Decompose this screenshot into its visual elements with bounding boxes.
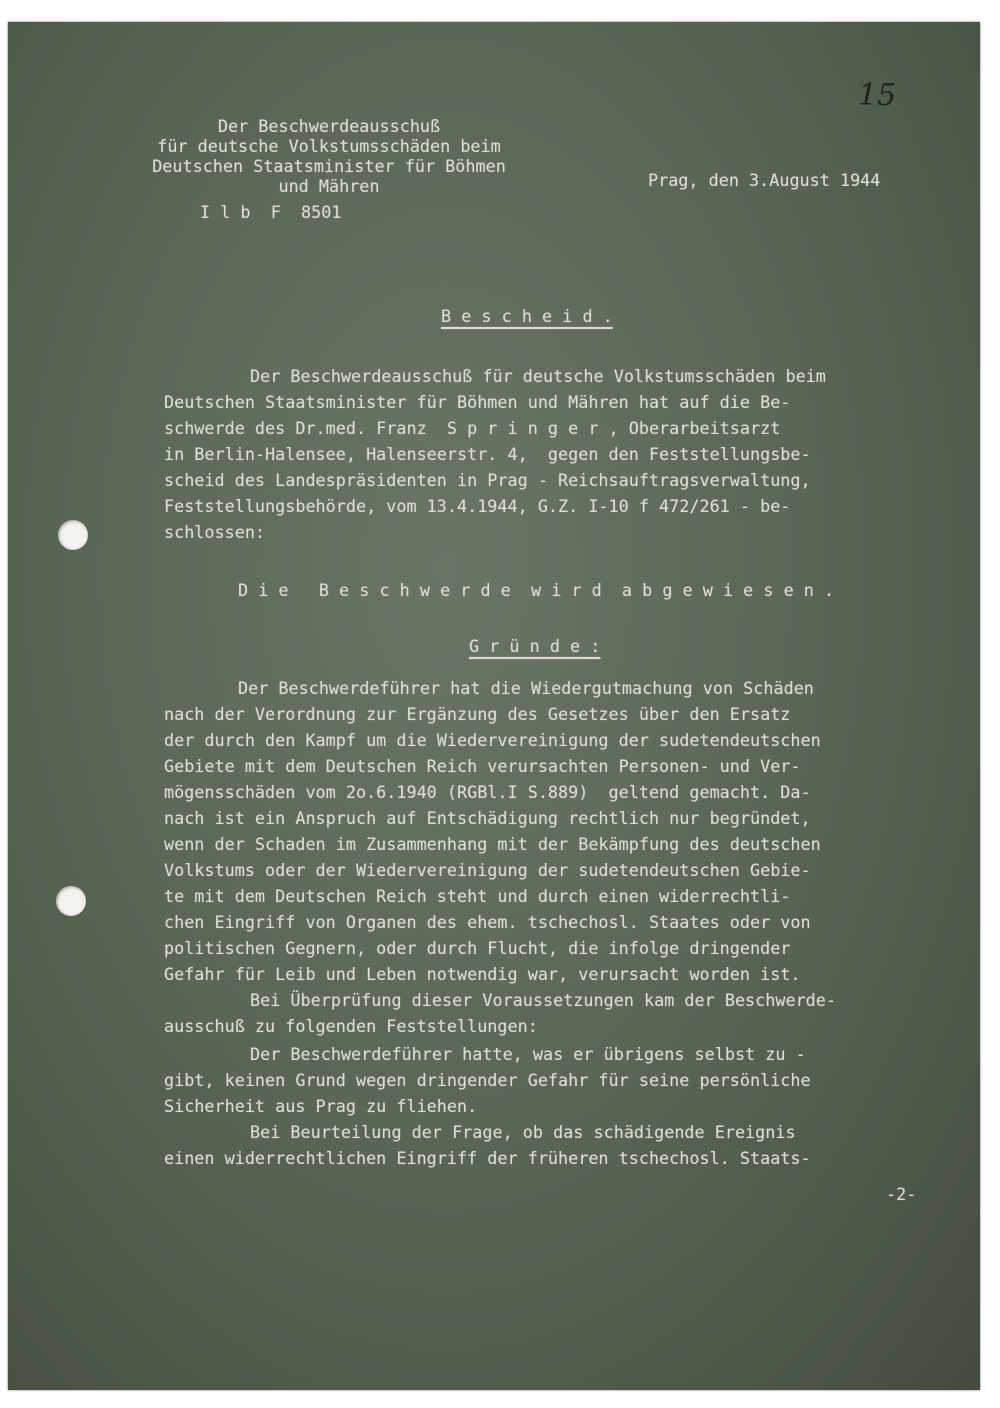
- punch-hole-upper: [58, 520, 88, 550]
- punch-hole-lower: [56, 886, 86, 916]
- sender-line-3: Deutschen Staatsminister für Böhmen: [152, 156, 506, 176]
- sender-line-1: Der Beschwerdeausschuß: [217, 116, 441, 136]
- intro-line-3: schwerde des Dr.med. Franz S p r i n g e r , Oberarbeitsarzt: [164, 418, 781, 438]
- reasons-line-8: Volkstums oder der Wiedervereinigung der sudetendeutschen Gebie-: [164, 860, 811, 880]
- reasons-line-18: Bei Beurteilung der Frage, ob das schädigende Ereignis: [250, 1122, 796, 1142]
- reasons-line-4: Gebiete mit dem Deutschen Reich verursachten Personen- und Ver-: [164, 756, 801, 776]
- place-date: Prag, den 3.August 1944: [648, 170, 881, 190]
- reasons-line-12: Gefahr für Leib und Leben notwendig war, verursacht worden ist.: [164, 964, 801, 984]
- reasons-line-19: einen widerrechtlichen Eingriff der früheren tschechosl. Staats-: [164, 1148, 811, 1168]
- reasons-line-6: nach ist ein Anspruch auf Entschädigung rechtlich nur begründet,: [164, 808, 811, 828]
- reasons-line-5: mögensschäden vom 2o.6.1940 (RGBl.I S.889) geltend gemacht. Da-: [164, 782, 811, 802]
- sender-line-4: und Mähren: [278, 176, 380, 196]
- continuation-marker: -2-: [886, 1184, 917, 1204]
- sender-line-2: für deutsche Volkstumsschäden beim: [157, 136, 501, 156]
- intro-line-5: scheid des Landespräsidenten in Prag - Reichsauftragsverwaltung,: [164, 470, 811, 490]
- reasons-line-2: nach der Verordnung zur Ergänzung des Gesetzes über den Ersatz: [164, 704, 791, 724]
- reasons-line-7: wenn der Schaden im Zusammenhang mit der Bekämpfung des deutschen: [164, 834, 821, 854]
- reasons-line-16: gibt, keinen Grund wegen dringender Gefahr für seine persönliche: [164, 1070, 811, 1090]
- decision-statement: D i e B e s c h w e r d e w i r d a b g e w i e s e n .: [238, 580, 835, 600]
- reasons-line-13: Bei Überprüfung dieser Voraussetzungen kam der Beschwerde-: [250, 990, 836, 1010]
- reasons-line-15: Der Beschwerdeführer hatte, was er übrigens selbst zu -: [250, 1044, 806, 1064]
- reasons-line-9: te mit dem Deutschen Reich steht und durch einen widerrechtli-: [164, 886, 791, 906]
- reference-number: I l b F 8501: [200, 202, 342, 222]
- reasons-line-3: der durch den Kampf um die Wiedervereinigung der sudetendeutschen: [164, 730, 821, 750]
- intro-line-2: Deutschen Staatsminister für Böhmen und Mähren hat auf die Be-: [164, 392, 791, 412]
- reasons-line-1: Der Beschwerdeführer hat die Wiedergutmachung von Schäden: [238, 678, 814, 698]
- intro-line-6: Feststellungsbehörde, vom 13.4.1944, G.Z. I-10 f 472/261 - be-: [164, 496, 791, 516]
- reasons-line-14: ausschuß zu folgenden Feststellungen:: [164, 1016, 538, 1036]
- folio-number: 15: [858, 78, 897, 113]
- intro-line-1: Der Beschwerdeausschuß für deutsche Volkstumsschäden beim: [250, 366, 826, 386]
- reasons-heading: G r ü n d e :: [469, 636, 601, 656]
- document-title: B e s c h e i d .: [441, 306, 613, 326]
- intro-line-7: schlossen:: [164, 522, 266, 542]
- intro-line-4: in Berlin-Halensee, Halenseerstr. 4, gegen den Feststellungsbe-: [164, 444, 811, 464]
- reasons-line-11: politischen Gegnern, oder durch Flucht, die infolge dringender: [164, 938, 791, 958]
- document-page: [8, 22, 980, 1390]
- reasons-line-10: chen Eingriff von Organen des ehem. tschechosl. Staates oder von: [164, 912, 811, 932]
- reasons-line-17: Sicherheit aus Prag zu fliehen.: [164, 1096, 478, 1116]
